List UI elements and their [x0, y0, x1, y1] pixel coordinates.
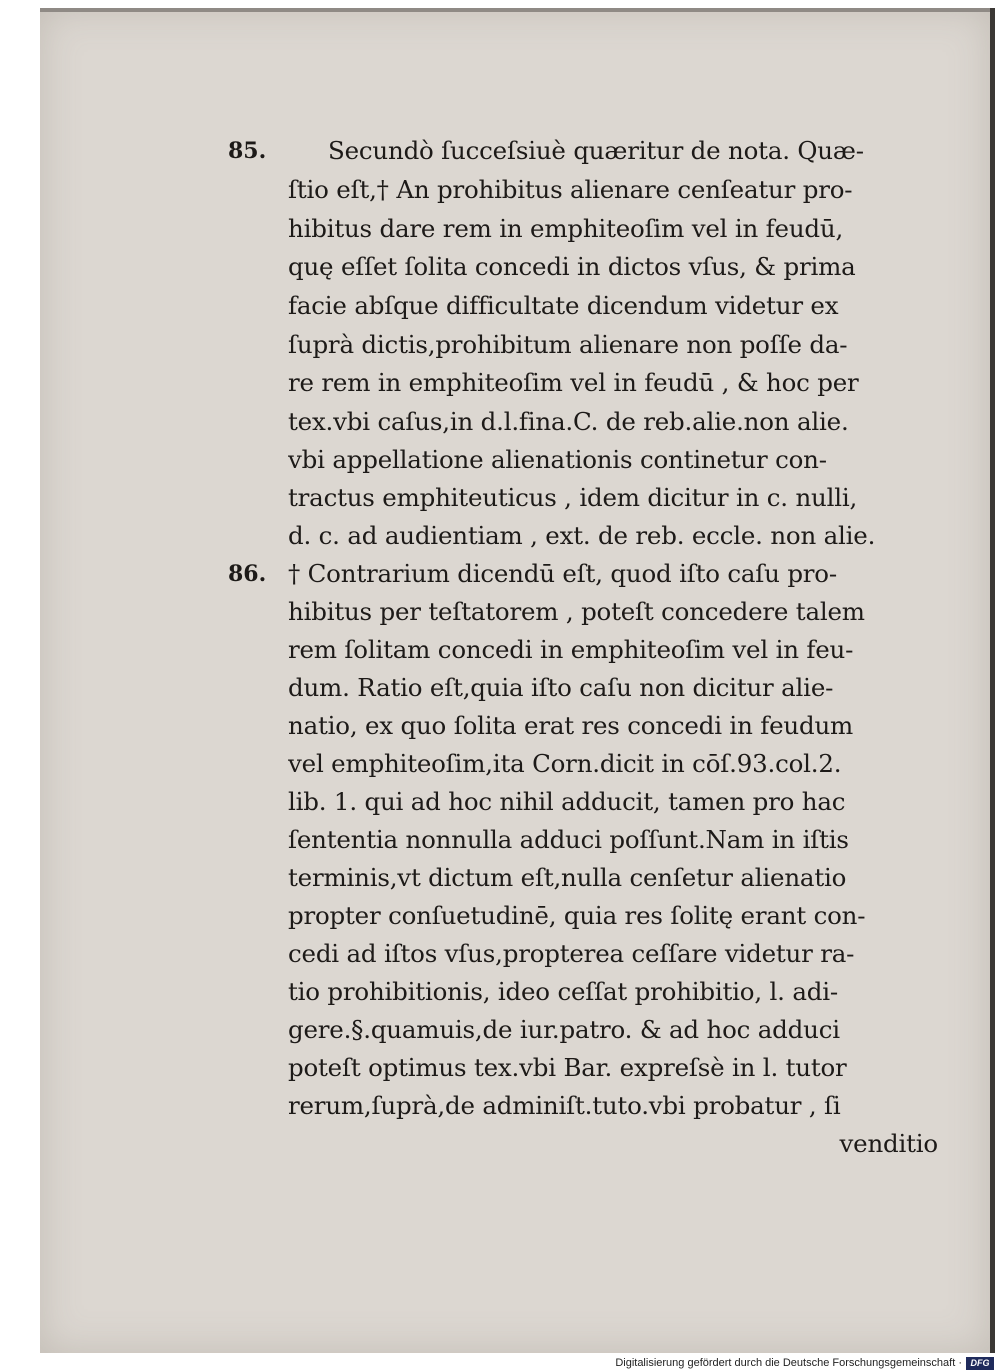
text-line: gere.§.quamuis,de iur.patro. & ad hoc adduci [288, 1015, 840, 1044]
text-line: poteſt optimus tex.vbi Bar. expreſsè in l. tutor [288, 1053, 847, 1082]
text-line: † Contrarium dicendū eſt, quod iſto caſu pro- [288, 559, 837, 588]
text-line: vbi appellatione alienationis continetur con- [288, 445, 827, 474]
text-line: ſententia nonnulla adduci poſſunt.Nam in iſtis [288, 825, 849, 854]
text-line: cedi ad iſtos vſus,propterea ceſſare videtur ra- [288, 939, 855, 968]
page-top-edge [40, 8, 990, 12]
text-block [40, 126, 990, 1166]
text-line: ſuprà dictis,prohibitum alienare non poſſe da- [288, 330, 848, 359]
text-line: rerum,ſuprà,de adminiſt.tuto.vbi probatur , ſi [288, 1091, 841, 1120]
footer-bar [0, 1355, 1000, 1372]
catchword: venditio [839, 1129, 938, 1158]
text-line: vel emphiteoſim,ita Corn.dicit in cōſ.93.col.2. [288, 749, 842, 778]
funding-notice: Digitalisierung gefördert durch die Deutsche Forschungsgemeinschaft · [615, 1357, 962, 1369]
book-page [40, 8, 995, 1353]
text-line: d. c. ad audientiam , ext. de reb. eccle. non alie. [288, 521, 876, 550]
text-line: rem ſolitam concedi in emphiteoſim vel in feu- [288, 635, 854, 664]
text-line: hibitus dare rem in emphiteoſim vel in feudū, [288, 214, 844, 243]
text-line: hibitus per teſtatorem , poteſt concedere talem [288, 597, 865, 626]
text-line: natio, ex quo ſolita erat res concedi in feudum [288, 711, 854, 740]
text-line: tractus emphiteuticus , idem dicitur in c. nulli, [288, 483, 858, 512]
text-line: re rem in emphiteoſim vel in feudū , & hoc per [288, 368, 859, 397]
text-line: quę eſſet ſolita concedi in dictos vſus, & prima [288, 252, 856, 281]
text-line: tio prohibitionis, ideo ceſſat prohibitio, l. adi- [288, 977, 838, 1006]
text-line: Secundò ſucceſsiuè quæritur de nota. Quæ- [328, 136, 864, 165]
marginal-number-86: 86. [228, 561, 267, 587]
text-line: dum. Ratio eſt,quia iſto caſu non dicitur alie- [288, 673, 834, 702]
dfg-logo-icon: DFG [966, 1357, 994, 1370]
marginal-number-85: 85. [228, 138, 267, 164]
text-line: tex.vbi caſus,in d.l.fina.C. de reb.alie.non alie. [288, 407, 849, 436]
text-line: lib. 1. qui ad hoc nihil adducit, tamen pro hac [288, 787, 846, 816]
text-line: propter conſuetudinē, quia res ſolitę erant con- [288, 901, 866, 930]
text-line: facie abſque difficultate dicendum videtur ex [288, 291, 839, 320]
text-line: ſtio eſt,† An prohibitus alienare cenſeatur pro- [288, 175, 853, 204]
text-line: terminis,vt dictum eſt,nulla cenſetur alienatio [288, 863, 847, 892]
